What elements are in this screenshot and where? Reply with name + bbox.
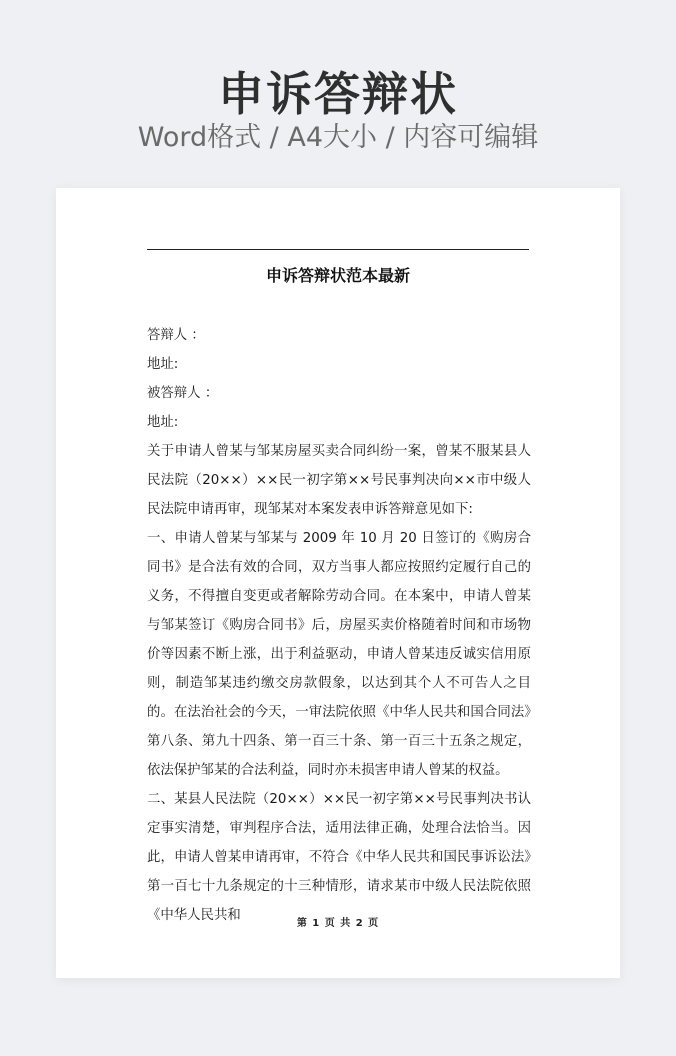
- field-petitioner: 被答辩人 ：: [147, 386, 219, 401]
- field-respondent: 答辩人 ：: [147, 328, 205, 343]
- document-page: [56, 188, 620, 978]
- paragraph-point-1: 一、申请人曾某与邹某与 2009 年 10 月 20 日签订的《购房合同书》是合法有效的合同，双方当事人都应按照约定履行自己的义务，不得擅自变更或者解除劳动合同。在本案中，申请人曾某与邹某签订《购房合同书》后，房屋买卖价格随着时间和市场物价等因素不断上涨，出于利益驱动，申请人曾某违反诚实信用原则，制造邹某违约缴交房款假象，以达到其个人不可告人之目的。在法治社会的今天，一审法院依照《中华人民共和国合同法》第八条、第九十四条、第一百三十条、第一百三十五条之规定，依法保护邹某的合法利益，同时亦未损害申请人曾某的权益。: [147, 531, 531, 778]
- document-title: 申诉答辩状范本最新: [265, 266, 410, 285]
- page-number: 第 1 页 共 2 页: [296, 918, 380, 929]
- document-body: [147, 321, 531, 930]
- paragraph-intro: 关于申请人曾某与邹某房屋买卖合同纠纷一案，曾某不服某县人民法院（20××）××民一初字第××号民事判决向××市中级人民法院申请再审，现邹某对本案发表申诉答辩意见如下:: [147, 444, 531, 517]
- header-rule: [147, 249, 529, 250]
- field-petitioner-address: 地址:: [147, 415, 179, 430]
- paragraph-point-2: 二、某县人民法院（20××）××民一初字第××号民事判决书认定事实清楚，审判程序合法，适用法律正确，处理合法恰当。因此，申请人曾某申请再审，不符合《中华人民共和国民事诉讼法》第一百七十九条规定的十三种情形，请求某市中级人民法院依照《中华人民共和: [147, 792, 531, 923]
- banner-title: 申诉答辩状: [218, 67, 458, 121]
- banner-subtitle: Word格式 / A4大小 / 内容可编辑: [137, 122, 539, 153]
- field-respondent-address: 地址:: [147, 357, 179, 372]
